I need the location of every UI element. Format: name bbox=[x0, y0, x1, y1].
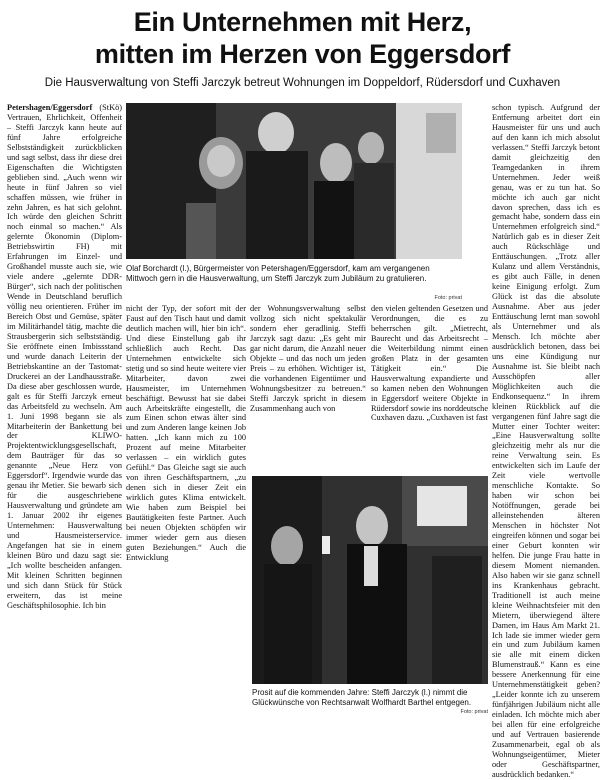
photo-toast bbox=[252, 476, 488, 684]
headline-line-2: mitten im Herzen von Eggersdorf bbox=[94, 39, 511, 69]
photo-1-image bbox=[126, 103, 462, 259]
subheadline: Die Hausverwaltung von Steffi Jarczyk betreut Wohnungen im Doppeldorf, Rüdersdorf und Cuxhaven bbox=[44, 77, 561, 89]
column-2-text: nicht der Typ, der sofort mit der Faust auf den Tisch haut und damit deutlich machen will, hier bin ich“. Und diese Einstellung gab ihr schließlich auch Recht. Das Unternehmen entwickelte sich stetig und so sind heute weitere vier Mitarbeiter, davon zwei Hausmeister, im Unternehmen beschäftigt. Bewusst hat sie dabei auch Arbeitskräfte eingestellt, die zum Einen schon etwas älter sind und zum Anderen lange keinen Job hatten. „Ich kann mich zu 100 Prozent auf meine Mitarbeiter verlassen – ein wirklich gutes Gefühl.“ Das Gleiche sagt sie auch von ihren Geschäftspartnern, „zu denen sich in dieser Zeit ein wirklich gutes Klima entwickelt. Wie haben zum Beispiel bei Bautätigkeiten feste Partner. Auch bei neuen Objekten schöpfen wir immer wieder gern aus diesen guten Beziehungen.“ Auch die Entwicklung bbox=[126, 304, 246, 562]
article-column-5 bbox=[492, 103, 600, 779]
photo-2-image bbox=[252, 476, 488, 684]
article-column-1 bbox=[7, 103, 122, 715]
article-column-2 bbox=[126, 304, 246, 590]
dateline: Petershagen/Eggersdorf bbox=[7, 103, 93, 112]
headline-line-1: Ein Unternehmen mit Herz, bbox=[133, 7, 472, 37]
photo-1-credit: Foto: privat bbox=[434, 295, 462, 301]
photo-2-credit: Foto: privat bbox=[460, 709, 488, 715]
article-column-4 bbox=[371, 304, 488, 468]
headline bbox=[0, 6, 605, 70]
article-column-3 bbox=[250, 304, 366, 468]
column-5-text: schon typisch. Aufgrund der Entfernung arbeitet dort ein Hausmeister für uns und auch auf den kann ich mich absolut verlassen.“ Steffi Jarczyk betont damit gleichzeitig den Teamgedanken in ihrem Unternehmen. Jeder weiß genau, was er zu tun hat. So möchte ich auch gar nicht davon sprechen, dass ich es gemacht habe, sondern dass ein Unternehmen erfolgreich sind.“ Natürlich gab es in dieser Zeit auch Rückschläge und Enttäuschungen. „Trotz aller Kulanz und allem Verständnis, es gibt auch Fälle, in denen keine Einigung erfolgt. Zum Glück ist das die absolute Ausnahme. Aber aus jeder Enttäuschung lernt man sowohl als Unternehmer und als Mensch. Ich möchte aber ausdrücklich betonen, dass bei uns eine Kündigung nur Ausnahme ist. Sie bleibt nach Ausschöpfen aller Möglichkeiten auch die Endkonsequenz.“ In ihrem kleinen Rückblick auf die vergangenen fünf Jahre sagt die Mutter einer Tochter weiter: „Eine Hausverwaltung sollte gleichzeitig mehr als nur die reine Verwaltung sein. Es entwickelten sich im Laufe der Zeit viele wertvolle menschliche Kontakte. So haben wir schon bei Notöffnungen, gerade bei alleinstehenden älteren Menschen in höchster Not eingreifen können und sogar bei einer Geburt konnten wir helfen. Die junge Frau hatte in diesem Moment niemanden. Also haben wir sie ganz schnell ins Krankenhaus gebracht. Traditionell ist auch meine kleine Weihnachtsfeier mit den Mietern, überwiegend ältere Damen, im Haus Am Markt 21. Ich lade sie immer wieder gern ein und zum Jubiläum kamen sie alle mit einem dicken Blumenstrauß.“ Kann es eine bessere Anerkennung für eine Unternehmenstätigkeit geben? „Leider konnte ich zu unserem fünfjährigen Jubiläum nicht alle einladen. Ich möchte mich aber bei allen für eine erfolgreiche und auf Vertrauen basierende Zusammenarbeit, egal ob als Wohnungseigentümer, Mieter oder Geschäftspartner, ausdrücklich bedanken.“ bbox=[492, 103, 600, 779]
column-1-text: (StKö) Vertrauen, Ehrlichkeit, Offenheit – Steffi Jarczyk kann heute auf fünf Jahre erfolgreiche Selbstständigkeit zurückblicken und sagt selbst, dass ihr diese drei Eigenschaften die Wichtigsten geblieben sind. „Auch wenn wir heute in fünf Jahren so viel schaffen müssen, wie früher in zehn Jahren, es hat sich gelohnt. Ich würde den gleichen Schritt noch einmal so machen.“ Als gelernte Ökonomin (Diplom-Betriebswirtin FH) mit Erfahrungen im Einzel- und Großhandel musste auch sie, wie viele andere „gelernte DDR-Bürger“, sich nach der politischen Wende in Deutschland beruflich völlig neu orientieren. Früher im Bereich Obst und Gemüse, später im Militärhandel tätig, machte die Strausbergerin sich selbstständig. Sie eröffnete einen Imbissstand und wurde danach Leiterin der Betriebskantine an der Tastomat-Druckerei an der Landhausstraße. Da diese aber geschlossen wurde, galt es für Steffi Jarczyk erneut das Arbeitsfeld zu wechseln. Am 1. Juni 1998 begann sie als Mitarbeiterin der Bankettung bei der KLIWO-Projektentwicklungsgesellschaft, dem Bauträger für das so genannte „Neue Herz von Eggersdorf“. Irgendwie wurde das genau ihr Metier. Sie bewarb sich für die ausgeschriebene Hausverwaltung und gründete am 1. Januar 2002 ihr eigenes Unternehmen: Hausverwaltung und Hausmeisterservice. Angefangen hat sie in einem kleinen Büro und dazu sagt sie: „Ich wollte bescheiden anfangen. Mit kleinen Schritten beginnen und sich dann Stück für Stück erweitern, das ist meine Geschäftsphilosophie. Ich bin bbox=[7, 103, 122, 610]
photo-2-caption: Prosit auf die kommenden Jahre: Steffi Jarczyk (l.) nimmt die Glückwünsche von Rechtsanwalt Wolfhardt Barthel entgegen. bbox=[252, 688, 472, 707]
photo-1-caption: Olaf Borchardt (l.), Bürgermeister von Petershagen/Eggersdorf, kam am vergangenen Mittwoch gern in die Hausverwaltung, um Steffi Jarczyk zum Jubiläum zu gratulieren. bbox=[126, 264, 430, 283]
column-4-text: den vielen geltenden Gesetzen und Verordnungen, die es zu beherrschen gilt. „Mietrecht, Baurecht und das Arbeitsrecht – die Weiterbildung nimmt einen großen Platz in der gesamten Tätigkeit ein.“ Die Hausverwaltung expandierte und so kamen neben den Wohnungen in Eggersdorf weitere Objekte in Rüdersdorf sowie ins norddeutsche Cuxhaven dazu. „Cuxhaven ist fast bbox=[371, 304, 488, 423]
photo-mayor-congratulates bbox=[126, 103, 462, 259]
column-3-text: der Wohnungsverwaltung selbst vollzog sich nicht spektakulär sondern eher geradlinig. Steffi Jarczyk sagt dazu: „Es geht mir gar nicht darum, die Anzahl neuer Objekte – und das noch um jeden Preis – zu erhöhen. Wichtiger ist, die vorhandenen Eigentümer und Wohnungsbesitzer zu betreuen.“ Steffi Jarczyk spricht in diesem Zusammenhang auch von bbox=[250, 304, 366, 413]
